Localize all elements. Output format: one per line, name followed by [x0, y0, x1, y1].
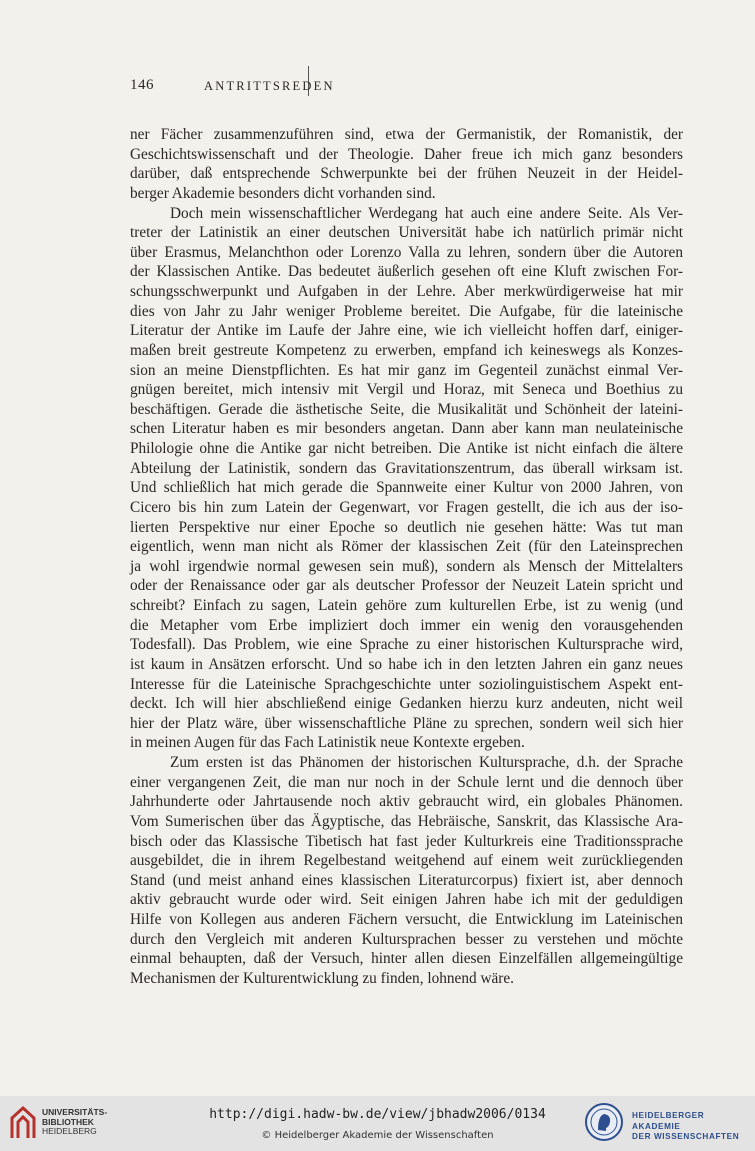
text-line: oder der Renaissance oder gar als deutscher Professor der Neuzeit Latein spricht und [130, 577, 683, 595]
text-line: Und schließlich hat mich gerade die Spannweite einer Kultur von 2000 Jahren, von [130, 479, 683, 497]
text-line: einer vergangenen Zeit, die man nur noch in der Schule lernt und die dennoch über [130, 773, 683, 791]
library-name-line: HEIDELBERG [42, 1126, 97, 1136]
text-line: schungsschwerpunkt und Aufgaben in der Lehre. Aber merkwürdigerweise hat mir [130, 283, 683, 300]
text-line: lierten Perspektive nur einer Epoche so deutlich nie gesehen hätte: Was tut man [130, 518, 683, 536]
library-name-line: UNIVERSITÄTS- [42, 1107, 108, 1117]
text-line: Stand (und meist anhand eines klassischen Literaturcorpus) fixiert ist, aber dennoch [130, 871, 683, 889]
text-line: Interesse für die Lateinische Sprachgeschichte unter soziolinguistischem Aspekt ent- [130, 675, 683, 693]
text-line: berger Akademie besonders dicht vorhanden sind. [130, 184, 436, 202]
text-line: hier der Platz wäre, über wissenschaftliche Pläne zu sprechen, sondern weil sich hier [130, 714, 683, 732]
text-line: gnügen bereitet, mich intensiv mit Vergil und Horaz, mit Seneca und Boethius zu [130, 381, 683, 399]
page-number: 146 [130, 77, 154, 93]
body-text [130, 125, 683, 989]
text-line: beschäftigen. Gerade die ästhetische Seite, die Musikalität und Schönheit der lateini- [130, 400, 683, 418]
text-line: durch den Vergleich mit anderen Kultursprachen besser zu verstehen und möchte [130, 930, 683, 948]
text-line: ja wohl irgendwie normal gewesen sein muß), sondern als Mensch der Mittelalters [130, 557, 683, 575]
text-line: bisch oder das Klassische Tibetisch hat fast jeder Kulturkreis eine Traditionssprache [130, 832, 683, 850]
text-line: maßen breit gestreute Kompetenz zu erwerben, empfand ich keineswegs als Konzes- [130, 341, 683, 359]
text-line: Todesfall). Das Problem, wie eine Sprache zu einer historischen Kultursprache wird, [130, 636, 683, 654]
text-line: darüber, daß entsprechende Schwerpunkte bei der frühen Neuzeit in der Heidel- [130, 165, 683, 183]
text-line: Jahrhunderte oder Jahrtausende noch aktiv gebraucht wird, ein globales Phänomen. [130, 793, 683, 811]
academy-name [632, 1111, 755, 1143]
text-line: Doch mein wissenschaftlicher Werdegang hat auch eine andere Seite. Als Ver- [170, 204, 683, 222]
text-line: Hilfe von Kollegen aus anderen Fächern versucht, die Entwicklung im Lateinischen [130, 911, 683, 928]
text-line: Literatur der Antike im Laufe der Jahre eine, wie ich vielleicht hoffen darf, einiger- [130, 322, 683, 340]
text-line: Zum ersten ist das Phänomen der historischen Kultursprache, d.h. der Sprache [170, 754, 683, 771]
text-line: eigentlich, wenn man nicht als Römer der klassischen Zeit (für den Lateinsprechen [130, 538, 683, 556]
text-line: ner Fächer zusammenzuführen sind, etwa der Germanistik, der Romanistik, der [130, 126, 683, 143]
text-line: einmal behaupten, daß der Versuch, hinter allen diesen Einzelfällen allgemeingültige [130, 950, 683, 968]
running-title: ANTRITTSREDEN [204, 79, 335, 93]
text-line: dies von Jahr zu Jahr weniger Probleme bereitet. Die Aufgabe, für die lateinische [130, 302, 683, 320]
academy-seal-icon [584, 1102, 624, 1142]
text-line: über Erasmus, Melanchthon oder Lorenzo Valla zu lehren, sondern über die Autoren [130, 243, 683, 261]
permalink-url[interactable]: http://digi.hadw-bw.de/view/jbhadw2006/0134 [209, 1107, 546, 1122]
running-header [130, 76, 630, 98]
text-line: der Klassischen Antike. Das bedeutet äußerlich gesehen oft eine Kluft zwischen For- [130, 263, 683, 281]
copyright-notice: © Heidelberger Akademie der Wissenschaften [261, 1130, 494, 1141]
text-line: schreibt? Einfach zu sagen, Latein gehöre zum kulturellen Erbe, ist zu wenig (und [130, 597, 683, 614]
text-line: Philologie ohne die Antike gar nicht betreiben. Die Antike ist nicht einfach die ältere [130, 440, 683, 457]
text-line: Cicero bis hin zum Latein der Gegenwart, vor Fragen gestellt, die ich aus der iso- [130, 498, 683, 516]
text-line: ausgebildet, die in ihrem Regelbestand weitgehend auf einem weit zurückliegenden [130, 852, 683, 870]
text-line: aktiv gebraucht wurde oder wird. Seit einigen Jahren habe ich mit der geduldigen [130, 891, 683, 909]
library-name-line: BIBLIOTHEK [42, 1116, 94, 1127]
text-line: treter der Latinistik an einer deutschen Universität habe ich natürlich primär nicht [130, 224, 683, 242]
academy-name-line: DER WISSENSCHAFTEN [632, 1132, 740, 1141]
text-line: schen Literatur haben es mir besonders angetan. Dann aber kann man neulateinische [130, 420, 683, 438]
text-line: sion an meine Dienstpflichten. Es hat mir ganz im Gegenteil zunächst einmal Ver- [130, 361, 683, 379]
text-line: Vom Sumerischen über das Ägyptische, das Hebräische, Sanskrit, das Klassische Ara- [130, 812, 683, 830]
viewer-footer [0, 1096, 755, 1151]
text-line: deckt. Ich will hier abschließend einige Gedanken hierzu kurz andeuten, nicht weil [130, 695, 683, 713]
academy-name-line: HEIDELBERGER AKADEMIE [632, 1111, 705, 1131]
text-line: Mechanismen der Kulturentwicklung zu finden, lohnend wäre. [130, 969, 515, 987]
text-line: Geschichtswissenschaft und der Theologie. Daher freue ich mich ganz besonders [130, 145, 683, 163]
text-line: Abteilung der Latinistik, sondern das Gravitationszentrum, das überall wirksam ist. [130, 459, 683, 477]
text-line: in meinen Augen für das Fach Latinistik neue Kontexte ergeben. [130, 734, 525, 752]
text-line: ist kaum in Ansätzen erforscht. Und so habe ich in den letzten Jahren ein ganz neues [130, 655, 683, 673]
text-line: die Metapher vom Erbe impliziert doch immer ein wenig den vorausgehenden [130, 616, 683, 634]
